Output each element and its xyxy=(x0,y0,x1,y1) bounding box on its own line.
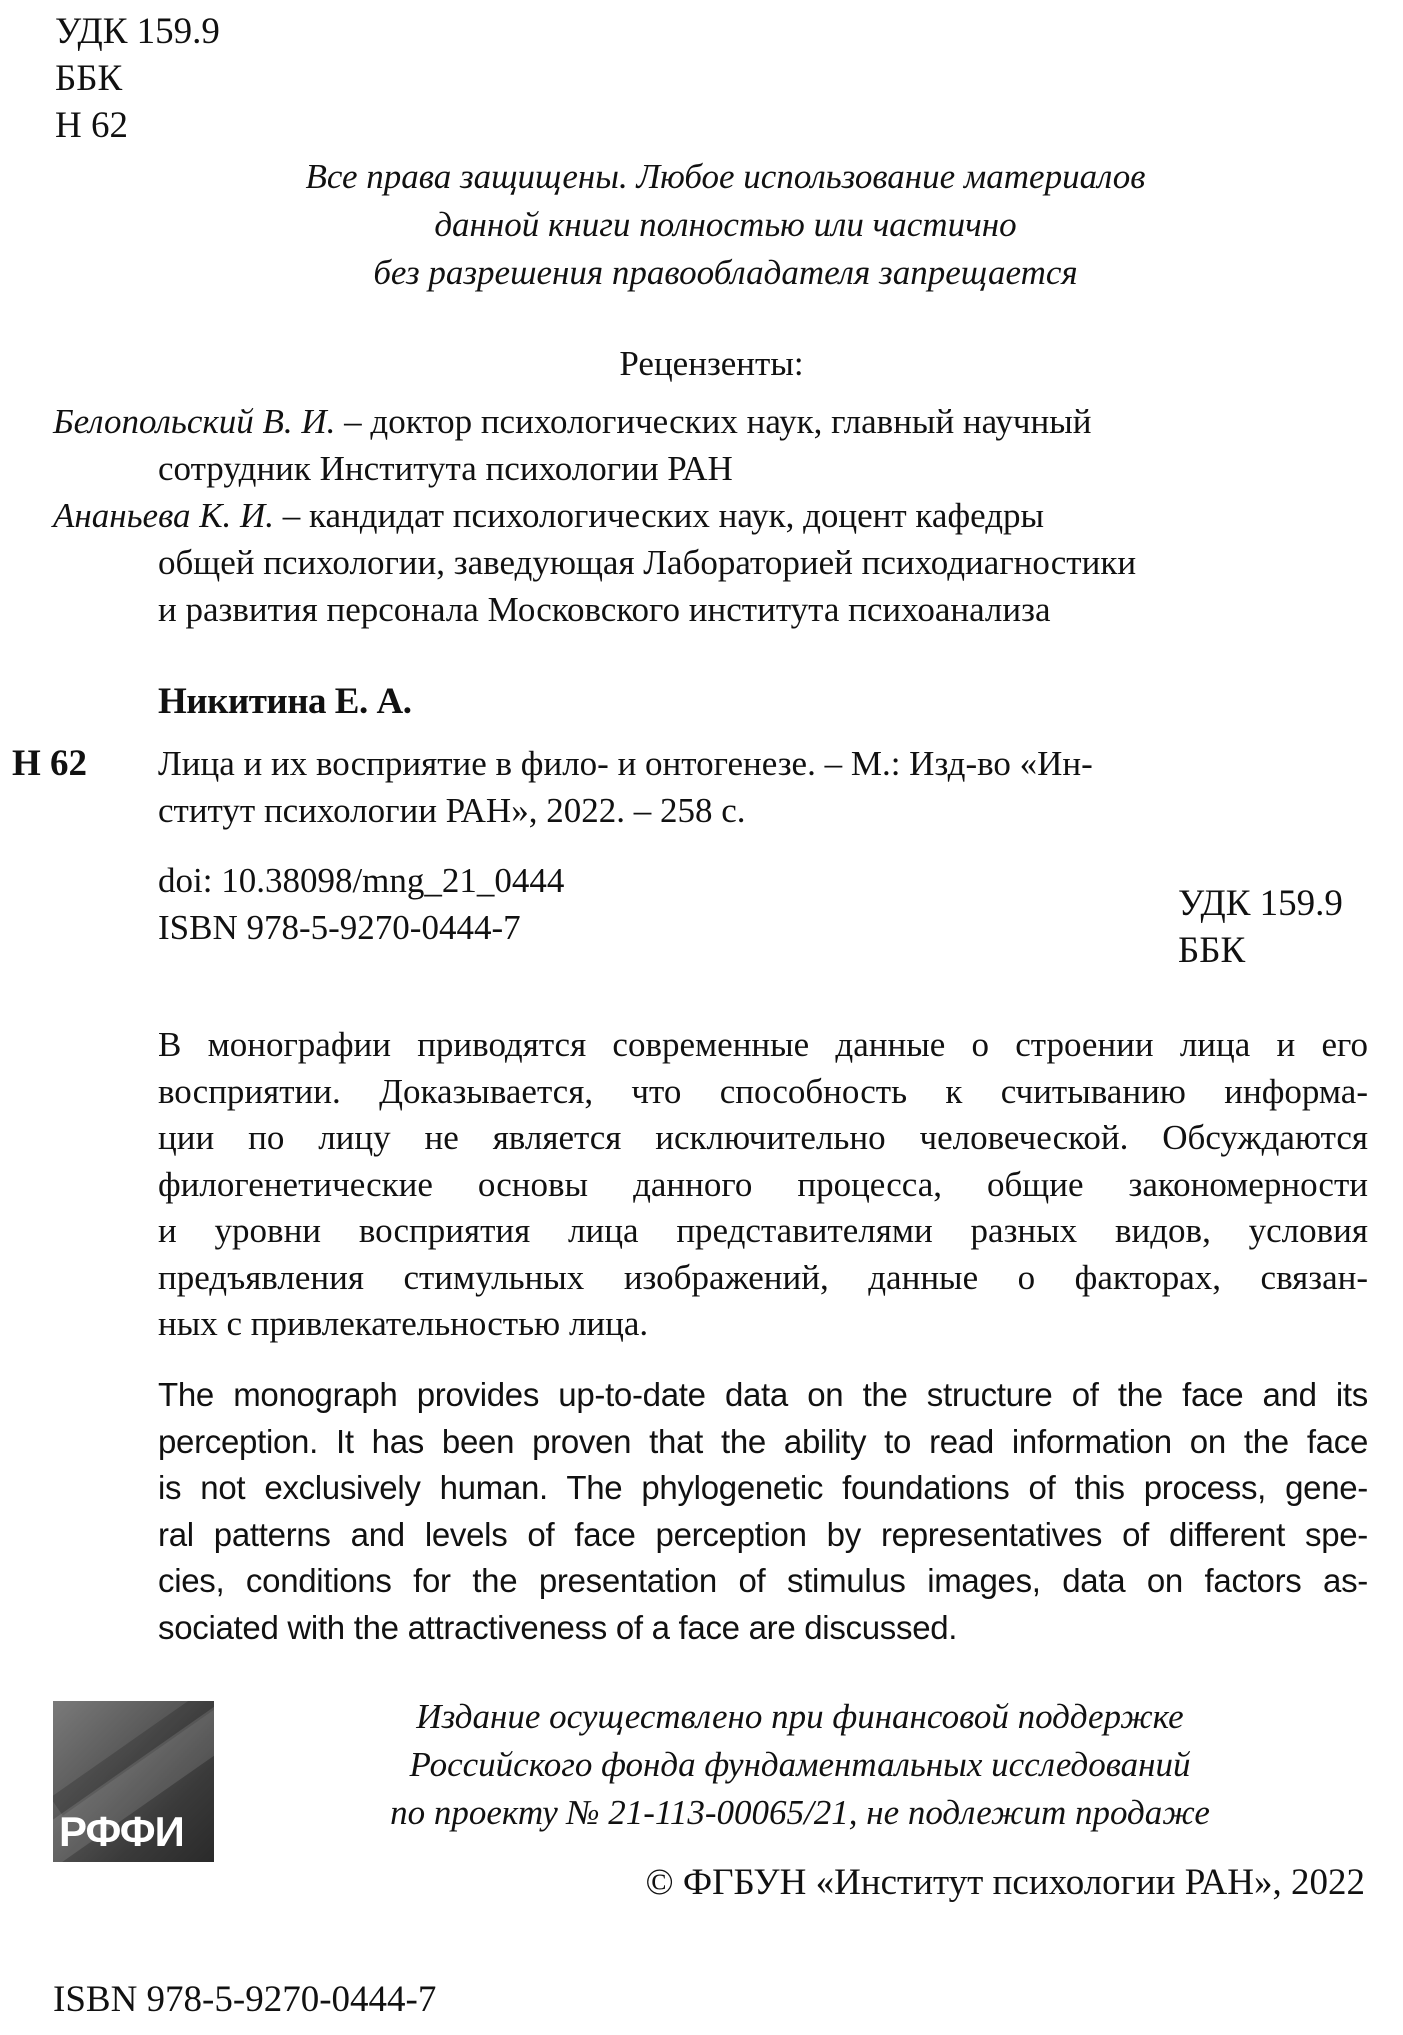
bib-line: Лица и их восприятие в фило- и онтогенезе. – М.: Изд-во «Ин- xyxy=(158,744,1093,783)
reviewer-description: – доктор психологических наук, главный научный xyxy=(335,402,1092,441)
author-name: Никитина Е. А. xyxy=(158,681,412,722)
reviewer-name: Белопольский В. И. xyxy=(53,402,336,441)
logo-text: РФФИ xyxy=(59,1808,184,1855)
abstract-line: ных с привлекательностью лица. xyxy=(158,1304,649,1343)
abstract-line: В монографии приводятся современные данные о строении лица и его xyxy=(158,1025,1368,1064)
shelf-code: Н 62 xyxy=(12,743,88,784)
udk-code: УДК 159.9 xyxy=(55,11,220,52)
reviewer-description-line: общей психологии, заведующая Лабораторией психодиагностики xyxy=(158,543,1137,582)
copyright-notice: © ФГБУН «Институт психологии РАН», 2022 xyxy=(645,1862,1365,1903)
abstract-line: sociated with the attractiveness of a face are discussed. xyxy=(158,1608,958,1646)
abstract-line: филогенетические основы данного процесса, общие закономерности xyxy=(158,1164,1368,1204)
reviewer-description-line: сотрудник Института психологии РАН xyxy=(158,449,733,488)
abstract-english xyxy=(158,1372,1368,1651)
bib-line: ститут психологии РАН», 2022. – 258 с. xyxy=(158,791,746,830)
isbn: ISBN 978-5-9270-0444-7 xyxy=(158,908,521,947)
bbk-code: ББК xyxy=(1178,930,1246,971)
rights-line: без разрешения правообладателя запрещается xyxy=(373,253,1078,292)
abstract-line: ции по лицу не является исключительно человеческой. Обсуждаются xyxy=(158,1118,1368,1157)
catalog-codes xyxy=(1178,880,1343,974)
abstract-line: предъявления стимульных изображений, данные о факторах, связан- xyxy=(158,1257,1368,1297)
abstract-line: is not exclusively human. The phylogenetic foundations of this process, gene- xyxy=(158,1469,1368,1506)
funding-line: по проекту № 21-113-00065/21, не подлежит продаже xyxy=(390,1793,1210,1832)
rights-line: Все права защищены. Любое использование материалов xyxy=(305,157,1146,196)
reviewer-entry xyxy=(53,492,1333,633)
funding-note xyxy=(300,1693,1300,1837)
doi: doi: 10.38098/mng_21_0444 xyxy=(158,861,565,900)
reviewer-description-line: и развития персонала Московского института психоанализа xyxy=(158,590,1051,629)
funding-line: Российского фонда фундаментальных исследований xyxy=(409,1745,1191,1784)
rffi-logo xyxy=(53,1701,214,1862)
udk-code: УДК 159.9 xyxy=(1178,883,1343,924)
abstract-line: perception. It has been proven that the ability to read information on the face xyxy=(158,1422,1368,1460)
abstract-russian xyxy=(158,1022,1368,1348)
identifiers xyxy=(158,857,564,951)
reviewers-heading: Рецензенты: xyxy=(619,344,804,383)
abstract-line: восприятии. Доказывается, что способность к считыванию информа- xyxy=(158,1071,1368,1111)
rights-statement xyxy=(0,153,1403,297)
abstract-line: The monograph provides up-to-date data on the structure of the face and its xyxy=(158,1376,1368,1413)
bibliographic-description xyxy=(158,740,1358,834)
reviewer-entry xyxy=(53,398,1333,492)
abstract-line: и уровни восприятия лица представителями разных видов, условия xyxy=(158,1211,1368,1250)
abstract-line: cies, conditions for the presentation of stimulus images, data on factors as- xyxy=(158,1562,1368,1599)
classification-codes xyxy=(55,8,220,149)
reviewer-description: – кандидат психологических наук, доцент кафедры xyxy=(274,496,1045,535)
rights-line: данной книги полностью или частично xyxy=(434,205,1017,244)
funding-line: Издание осуществлено при финансовой поддержке xyxy=(416,1697,1184,1736)
isbn-bottom: ISBN 978-5-9270-0444-7 xyxy=(53,1979,437,2020)
abstract-line: ral patterns and levels of face perception by representatives of different spe- xyxy=(158,1515,1368,1553)
reviewer-name: Ананьева К. И. xyxy=(53,496,275,535)
author-mark: Н 62 xyxy=(55,105,128,146)
bbk-code: ББК xyxy=(55,58,123,99)
